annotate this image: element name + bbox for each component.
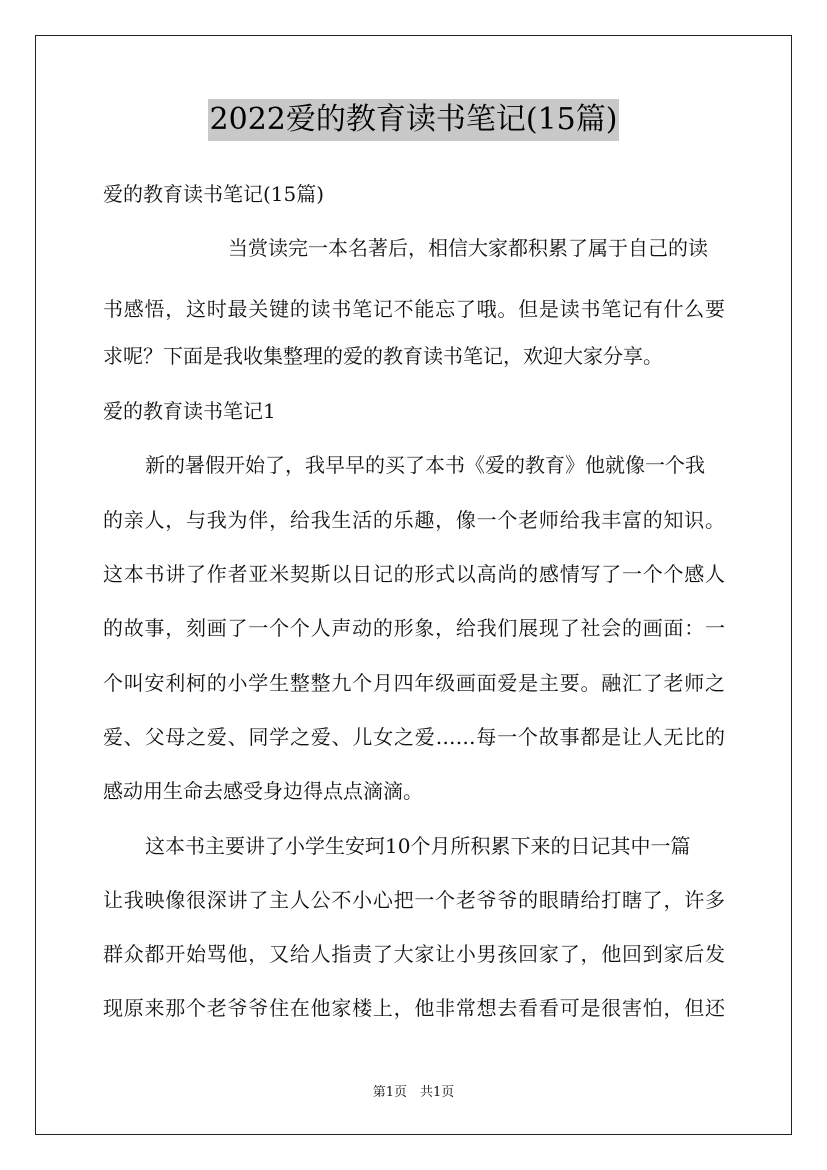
paragraph-line: 当赏读完一本名著后，相信大家都积累了属于自己的读: [228, 236, 708, 260]
subtitle: 爱的教育读书笔记(15篇): [103, 182, 325, 206]
page-footer: 第1页 共1页: [372, 1085, 455, 1100]
title-block: [0, 99, 827, 141]
paragraph-line: 这本书主要讲了小学生安珂10个月所积累下来的日记其中一篇: [145, 834, 691, 858]
paragraph-line: 群众都开始骂他，又给人指责了大家让小男孩回家了，他回到家后发: [103, 942, 725, 966]
paragraph-line: 求呢？下面是我收集整理的爱的教育读书笔记，欢迎大家分享。: [103, 344, 663, 368]
paragraph-line: 书感悟，这时最关键的读书笔记不能忘了哦。但是读书笔记有什么要: [103, 297, 725, 321]
paragraph-line: 新的暑假开始了，我早早的买了本书《爱的教育》他就像一个我: [145, 453, 705, 477]
paragraph-line: 的故事，刻画了一个个人声动的形象，给我们展现了社会的画面：一: [103, 616, 725, 640]
paragraph-line: 这本书讲了作者亚米契斯以日记的形式以高尚的感情写了一个个感人: [103, 562, 725, 586]
paragraph-line: 现原来那个老爷爷住在他家楼上，他非常想去看看可是很害怕，但还: [103, 996, 725, 1020]
paragraph-line: 感动用生命去感受身边得点点滴滴。: [103, 779, 423, 803]
paragraph-line: 让我映像很深讲了主人公不小心把一个老爷爷的眼睛给打瞎了，许多: [103, 888, 725, 912]
paragraph-line: 的亲人，与我为伴，给我生活的乐趣，像一个老师给我丰富的知识。: [103, 508, 725, 532]
section-heading: 爱的教育读书笔记1: [103, 399, 276, 423]
paragraph-line: 爱、父母之爱、同学之爱、儿女之爱……每一个故事都是让人无比的: [103, 725, 725, 749]
paragraph-line: 个叫安利柯的小学生整整九个月四年级画面爱是主要。融汇了老师之: [103, 671, 725, 695]
document-title: 2022爱的教育读书笔记(15篇): [208, 99, 620, 141]
